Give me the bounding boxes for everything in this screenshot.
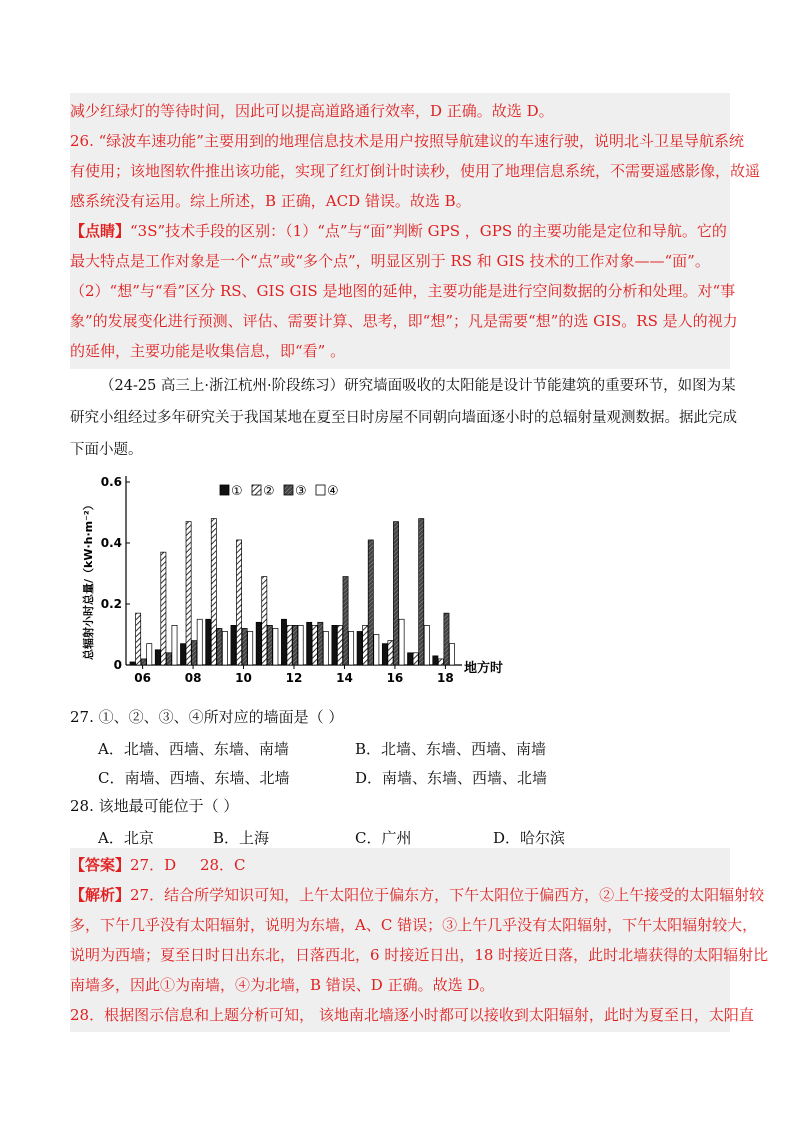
- bar-1: [332, 625, 337, 665]
- dianjing-tag: 【点睛】: [70, 222, 131, 240]
- bar-4: [147, 644, 152, 665]
- intro-line: （24-25 高三上·浙江杭州·阶段练习）研究墙面吸收的太阳能是设计节能建筑的重要环节，如图为某: [100, 378, 736, 394]
- text-line: 减少红绿灯的等待时间，因此可以提高道路通行效率，D 正确。故选 D。: [70, 102, 554, 120]
- legend-swatch: [252, 485, 261, 495]
- question-27: [70, 702, 730, 732]
- bar-4: [424, 625, 429, 665]
- text-line: 26. “绿波车速功能”主要用到的地理信息技术是用户按照导航建议的车速行驶，说明北斗卫星导航系统: [70, 132, 744, 150]
- option-27-B: B．北墙、东墙、西墙、南墙: [355, 740, 547, 758]
- y-tick-label: 0.4: [100, 536, 122, 550]
- bar-2: [312, 625, 317, 665]
- question-28: [70, 791, 730, 821]
- analysis-line: [70, 880, 765, 910]
- text-line: 的延伸，主要功能是收集信息，即“看” 。: [70, 342, 346, 360]
- y-tick-label: 0.2: [100, 597, 122, 611]
- answer-line: [70, 850, 730, 880]
- x-tick-label: 12: [285, 671, 303, 685]
- legend-label: ③: [295, 484, 307, 499]
- text-line: （2）“想”与“看”区分 RS、GIS GIS 是地图的延伸，主要功能是进行空间数据的分析和处理。对“事: [70, 282, 736, 300]
- text-line: “3S”技术手段的区别：（1）“点”与“面”判断 GPS ，GPS 的主要功能是定位和导航。它的: [130, 222, 727, 240]
- dianjing-line: [70, 216, 730, 246]
- bar-1: [180, 644, 185, 665]
- bar-2: [413, 653, 418, 665]
- bar-4: [374, 635, 379, 666]
- bar-2: [438, 659, 443, 665]
- x-tick-label: 10: [235, 671, 252, 685]
- y-tick-label: 0.6: [100, 475, 122, 489]
- bar-1: [307, 622, 312, 665]
- bar-3: [267, 625, 272, 665]
- bar-2: [388, 641, 393, 665]
- bar-3: [419, 519, 424, 665]
- bar-3: [343, 577, 348, 665]
- bar-3: [444, 613, 449, 665]
- text-line: 感系统没有运用。综上所述，B 正确，ACD 错误。故选 B。: [70, 192, 471, 210]
- bar-2: [236, 540, 241, 665]
- answer-analysis-block: [70, 848, 769, 1032]
- legend-label: ②: [263, 484, 275, 499]
- bar-3: [166, 653, 171, 665]
- intro-line: 下面小题。: [70, 442, 143, 458]
- bar-2: [363, 625, 368, 665]
- y-axis-label: 总辐射小时总量/（kW·h·m⁻²）: [82, 499, 95, 660]
- bar-2: [161, 552, 166, 665]
- text-line: 28．根据图示信息和上题分析可知， 该地南北墙逐小时都可以接收到太阳辐射，此时为夏至日，太阳直: [70, 1006, 754, 1024]
- option-28-B: B．上海: [213, 829, 270, 847]
- legend-swatch: [284, 485, 293, 495]
- radiation-bar-chart: [70, 470, 550, 690]
- bar-1: [155, 650, 160, 665]
- chart-bars: [130, 519, 455, 665]
- x-axis-label: 地方时: [464, 661, 504, 676]
- bar-1: [382, 644, 387, 665]
- bar-4: [172, 625, 177, 665]
- bar-1: [206, 619, 211, 665]
- bar-1: [357, 631, 362, 665]
- bar-2: [337, 625, 342, 665]
- question-stem: 28. 该地最可能位于（ ）: [70, 797, 239, 815]
- text-line: 说明为西墙；夏至日时日出东北，日落西北，6 时接近日出，18 时接近日落，此时北墙获得的太阳辐射比: [70, 946, 769, 964]
- text-line: 象”的发展变化进行预测、评估、需要计算、思考，即“想”；凡是需要“想”的选 GIS。RS 是人的视力: [70, 312, 738, 330]
- text-line: 最大特点是工作对象是一个“点”或“多个点”，明显区别于 RS 和 GIS 技术的工作对象——“面”。: [70, 252, 710, 270]
- analysis-tag: 【解析】: [70, 886, 131, 904]
- option-28-C: C．广州: [355, 829, 412, 847]
- bar-1: [281, 619, 286, 665]
- bar-4: [449, 644, 454, 665]
- option-27-D: D．南墙、东墙、西墙、北墙: [355, 769, 548, 787]
- intro-line: 研究小组经过多年研究关于我国某地在夏至日时房屋不同朝向墙面逐小时的总辐射量观测数据。据此完成: [70, 410, 737, 426]
- bar-4: [399, 619, 404, 665]
- answer-tag: 【答案】: [70, 856, 131, 874]
- bar-2: [186, 522, 191, 665]
- x-tick-label: 14: [336, 671, 353, 685]
- legend-swatch: [220, 485, 229, 495]
- bar-3: [393, 522, 398, 665]
- bar-1: [256, 622, 261, 665]
- bar-3: [192, 641, 197, 665]
- bar-4: [222, 631, 227, 665]
- text-line: 有使用；该地图软件推出该功能，实现了红灯倒计时读秒，使用了地理信息系统，不需要遥感影像，故遥: [70, 162, 761, 180]
- x-tick-label: 18: [437, 671, 454, 685]
- bar-1: [130, 662, 135, 665]
- bar-3: [242, 628, 247, 665]
- question-intro: [70, 370, 737, 466]
- bar-1: [433, 656, 438, 665]
- bar-2: [262, 577, 267, 665]
- text-line: 南墙多，因此①为南墙，④为北墙，B 错误、D 正确。故选 D。: [70, 976, 495, 994]
- bar-4: [273, 628, 278, 665]
- bar-4: [349, 631, 354, 665]
- bar-4: [197, 619, 202, 665]
- option-28-A: A．北京: [98, 829, 154, 847]
- x-tick-label: 08: [184, 671, 202, 685]
- bar-3: [141, 659, 146, 665]
- legend-label: ①: [231, 484, 243, 499]
- x-tick-label: 06: [134, 671, 151, 685]
- bar-3: [368, 540, 373, 665]
- bar-2: [136, 613, 141, 665]
- option-27-A: A．北墙、西墙、东墙、南墙: [98, 740, 289, 758]
- bar-1: [231, 625, 236, 665]
- legend-swatch: [316, 485, 325, 495]
- bar-1: [408, 653, 413, 665]
- bar-4: [248, 631, 253, 665]
- bar-2: [287, 625, 292, 665]
- bar-2: [211, 519, 216, 665]
- bar-3: [293, 625, 298, 665]
- bar-4: [298, 625, 303, 665]
- bar-3: [318, 622, 323, 665]
- legend-label: ④: [327, 484, 339, 499]
- answer-text: 27．D 28．C: [130, 856, 246, 874]
- text-line: 多，下午几乎没有太阳辐射，说明为东墙，A、C 错误；③上午几乎没有太阳辐射，下午太阳辐射较大，: [70, 916, 758, 934]
- x-tick-label: 16: [386, 671, 404, 685]
- option-28-D: D．哈尔滨: [493, 829, 566, 847]
- text-line: 27．结合所学知识可知，上午太阳位于偏东方，下午太阳位于偏西方，②上午接受的太阳辐射较: [130, 886, 765, 904]
- explanation-26-block: [70, 93, 761, 369]
- question-stem: 27. ①、②、③、④所对应的墙面是（ ）: [70, 708, 344, 726]
- bar-4: [323, 631, 328, 665]
- chart-legend: [220, 484, 339, 499]
- option-27-C: C．南墙、西墙、东墙、北墙: [98, 769, 290, 787]
- bar-3: [217, 628, 222, 665]
- y-tick-label: 0: [113, 658, 122, 672]
